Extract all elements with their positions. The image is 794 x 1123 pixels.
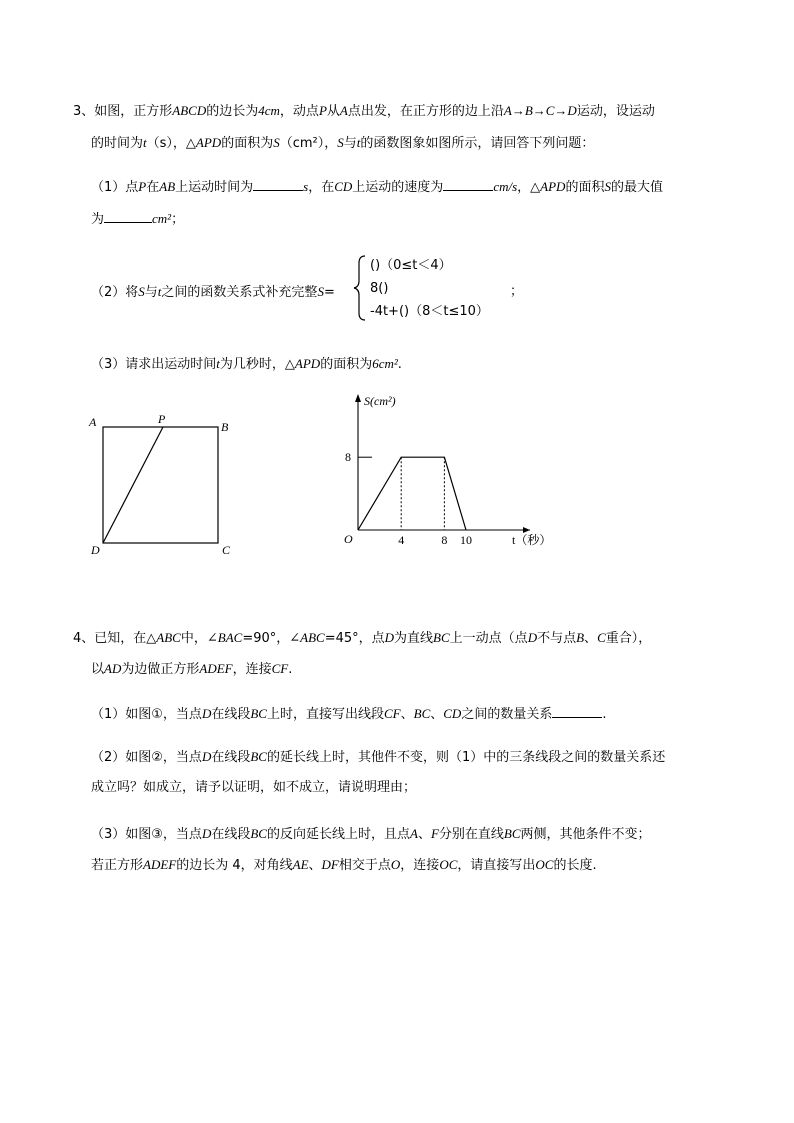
text: （2）如图②，当点 [91,750,202,765]
math: F [430,826,439,841]
text: ，动点 [279,104,319,119]
math: D [527,630,538,645]
piece-row-2: 8() [370,281,389,296]
math: ABCD [172,103,207,118]
text: 4、已知，在 [73,631,147,646]
text: 分别在直线 [438,827,504,842]
text: ； [171,212,185,227]
math: CF [383,706,401,721]
q4-line-1 [73,628,651,649]
math: D [384,630,395,645]
text: （cm²）， [279,136,338,151]
text: 的反向延长线上时，且点 [266,827,410,842]
brace-shape [352,253,368,323]
text: 的面积为 [221,136,274,151]
text: 与 [144,285,158,300]
text: （1）如图①，当点 [91,707,202,722]
math: △ABC [146,630,181,645]
math: A→B→C→D [503,103,577,118]
text: （3）如图③，当点 [91,827,202,842]
segment-dp [103,427,163,543]
text: 、 [584,631,598,646]
text: . [397,357,402,372]
math: BC [413,706,431,721]
text: 为几秒时， [219,357,285,372]
math: CF [271,661,289,676]
math: B [576,630,585,645]
text: ，请直接写出 [457,858,536,873]
q4-part3-line-1 [91,824,651,845]
text: = [323,285,335,300]
y-axis-arrow [355,394,361,402]
text: ，连接 [400,858,440,873]
text: 的函数图象如图所示，请回答下列问题： [360,136,595,151]
answer-blank[interactable] [253,176,303,191]
piecewise-function [352,253,532,323]
label-d: D [91,543,100,557]
math: t [143,135,147,150]
series-line [358,457,466,530]
x-tick-label: 8 [441,533,448,547]
math: OC [439,857,458,872]
math: AB [159,179,176,194]
math: DF [321,857,339,872]
text: 、 [308,858,322,873]
text: 的边长为 4，对角线 [176,858,293,873]
text: 从 [326,104,340,119]
text: 3、如图，正方形 [73,104,173,119]
q4-line-2 [91,659,292,680]
q3-part1-line-2 [91,208,184,230]
math: A [409,826,418,841]
text: =45°，点 [324,631,385,646]
math: t [216,356,220,371]
q4-part2-line-2: 成立吗？如成立，请予以证明，如不成立，请说明理由； [91,780,417,795]
text: 在线段 [211,750,251,765]
math: AE [292,857,309,872]
math: BC [433,630,450,645]
text: 、 [430,707,444,722]
text: 为 [91,212,105,227]
math: BC [503,826,521,841]
text: 、 [417,827,431,842]
text: 的面积 [565,180,605,195]
text: 上一动点（点 [449,631,528,646]
math: S [604,179,611,194]
math: BC [250,749,267,764]
text: （2）将 [91,285,139,300]
q3-part2-end: ； [510,284,524,299]
q4-part2-line-1 [91,747,665,768]
answer-blank[interactable] [552,703,602,718]
text: ，在 [308,180,335,195]
text: 为边做正方形 [121,662,200,677]
math: P [138,179,147,194]
x-tick-label: 10 [460,533,472,547]
math: S [138,284,145,299]
text: 上运动时间为 [175,180,254,195]
square-abcd [103,427,218,543]
text: . [602,707,607,722]
text: （1）点 [91,180,139,195]
piece-row-3: -4t+()（8＜t≤10） [370,304,489,319]
math: BC [250,706,267,721]
math: ADEF [199,661,233,676]
math: D [201,749,212,764]
math: A [339,103,348,118]
text: （3）请求出运动时间 [91,357,217,372]
math: S [317,284,324,299]
text: 在线段 [211,827,251,842]
square-figure [80,405,250,565]
math: S [273,135,280,150]
label-p: P [158,412,166,426]
text: 运动，设运动 [576,104,655,119]
math: △APD [185,135,222,150]
text: 以 [91,662,105,677]
answer-blank[interactable] [443,176,493,191]
text: . [288,662,293,677]
text: 的长度. [553,858,597,873]
text: 之间的函数关系式补充完整 [161,285,318,300]
text: 的延长线上时，其他件不变，则（1）中的三条线段之间的数量关系还 [266,750,666,765]
unit: s [303,179,309,194]
answer-blank[interactable] [104,208,152,223]
text: 相交于点 [338,858,391,873]
q3-line-1 [73,101,655,122]
q4-part3-line-2 [91,855,597,876]
origin-label: O [344,532,353,546]
piece-row-1: ()（0≤t＜4） [370,258,452,273]
label-b: B [221,420,229,434]
math: 4cm [258,103,280,118]
text: 、 [400,707,414,722]
text: ， [517,180,531,195]
math: ADEF [143,857,177,872]
text: 在 [146,180,160,195]
text: 之间的数量关系 [461,707,553,722]
text: 上时，直接写出线段 [266,707,384,722]
text: 的边长为 [206,104,259,119]
math: ∠BAC [206,630,243,645]
math: S [337,135,344,150]
unit: cm² [152,211,172,226]
text: 在线段 [211,707,251,722]
q3-part2 [91,282,335,303]
y-axis-label: S(cm²) [364,394,396,408]
math: P [318,103,327,118]
text: 为直线 [394,631,434,646]
math: CD [334,179,353,194]
math: AD [104,661,122,676]
math: t [356,135,361,150]
text: 两侧，其他条件不变； [520,827,651,842]
math: C [597,630,606,645]
unit: cm/s [493,179,518,194]
text: 重合）， [605,631,652,646]
math: OC [535,857,554,872]
label-a: A [89,415,97,429]
math: ∠ABC [289,630,325,645]
q3-part1-line-1 [91,176,663,198]
y-tick-label: 8 [345,450,351,465]
text: （s）， [146,136,186,151]
text: 点出发，在正方形的边上沿 [347,104,504,119]
text: 若正方形 [91,858,144,873]
math: △APD [284,356,321,371]
x-tick-label: 4 [398,533,405,547]
math: △APD [530,179,566,194]
math: BC [250,826,267,841]
math: t [157,284,162,299]
text: =90°， [242,631,290,646]
text: 的时间为 [91,136,144,151]
math: CD [443,706,462,721]
math: D [201,826,212,841]
text: ，连接 [232,662,272,677]
math: O [390,857,401,872]
q4-part1 [91,703,606,725]
function-graph [330,388,560,558]
q3-part3 [91,354,402,375]
text: 与 [343,136,357,151]
text: 的最大值 [610,180,663,195]
text: 不与点 [537,631,577,646]
x-axis-label: t（秒） [512,533,552,547]
text: 的面积为 [320,357,373,372]
q3-line-2 [91,133,594,154]
math: 6cm² [372,356,398,371]
label-c: C [222,543,231,557]
text: 中， [180,631,207,646]
math: D [201,706,212,721]
text: 上运动的速度为 [352,180,444,195]
